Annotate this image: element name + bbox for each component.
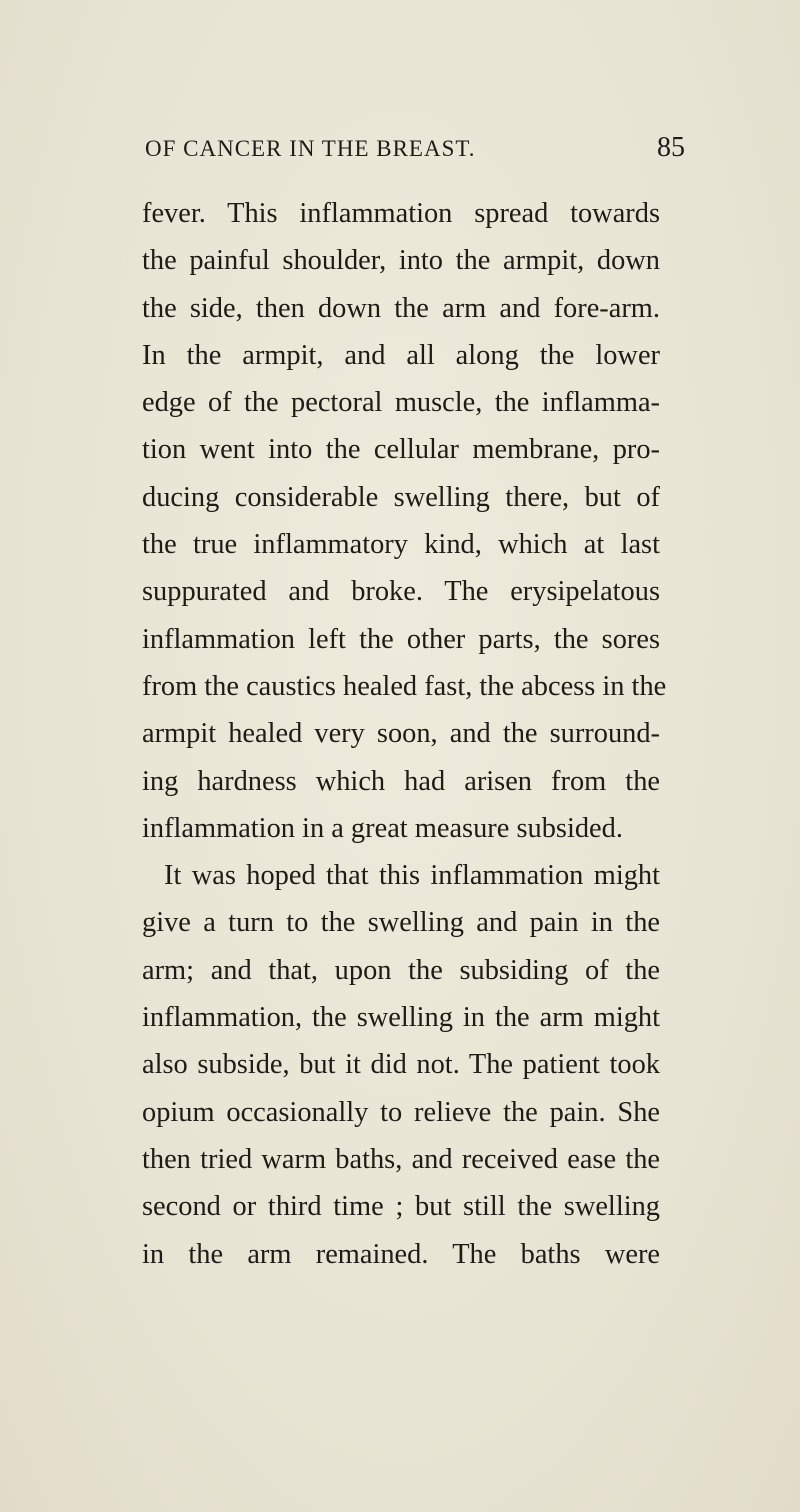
text-line: second or third time ; but still the swelling xyxy=(142,1191,660,1223)
text-line: the true inflammatory kind, which at last xyxy=(142,529,660,561)
text-line: armpit healed very soon, and the surround- xyxy=(142,718,660,750)
text-line: edge of the pectoral muscle, the inflamma- xyxy=(142,387,660,419)
text-line: inflammation left the other parts, the sores xyxy=(142,623,660,655)
text-line: ducing considerable swelling there, but of xyxy=(142,481,660,513)
text-line: inflammation, the swelling in the arm might xyxy=(142,1002,660,1034)
text-line: the side, then down the arm and fore-arm. xyxy=(142,292,660,324)
body-text xyxy=(142,190,667,1278)
running-head-title: OF CANCER IN THE BREAST. xyxy=(145,136,476,161)
text-line: the painful shoulder, into the armpit, down xyxy=(142,245,660,277)
text-line: arm; and that, upon the subsiding of the xyxy=(142,954,660,986)
running-head xyxy=(145,132,685,168)
text-line: It was hoped that this inflammation might xyxy=(164,860,660,892)
text-line: In the armpit, and all along the lower xyxy=(142,339,660,371)
text-line: tion went into the cellular membrane, pro- xyxy=(142,434,660,466)
text-line: also subside, but it did not. The patient took xyxy=(142,1049,660,1081)
text-line: ing hardness which had arisen from the xyxy=(142,765,660,797)
text-line: inflammation in a great measure subsided. xyxy=(142,812,623,844)
text-line: opium occasionally to relieve the pain. She xyxy=(142,1096,660,1128)
text-line: suppurated and broke. The erysipelatous xyxy=(142,576,660,608)
text-line: in the arm remained. The baths were xyxy=(142,1238,660,1270)
text-line: give a turn to the swelling and pain in the xyxy=(142,907,660,939)
text-line: then tried warm baths, and received ease the xyxy=(142,1143,660,1175)
text-line: from the caustics healed fast, the abcess in the xyxy=(142,670,667,702)
text-line: fever. This inflammation spread towards xyxy=(142,198,660,229)
page-number: 85 xyxy=(657,132,685,163)
